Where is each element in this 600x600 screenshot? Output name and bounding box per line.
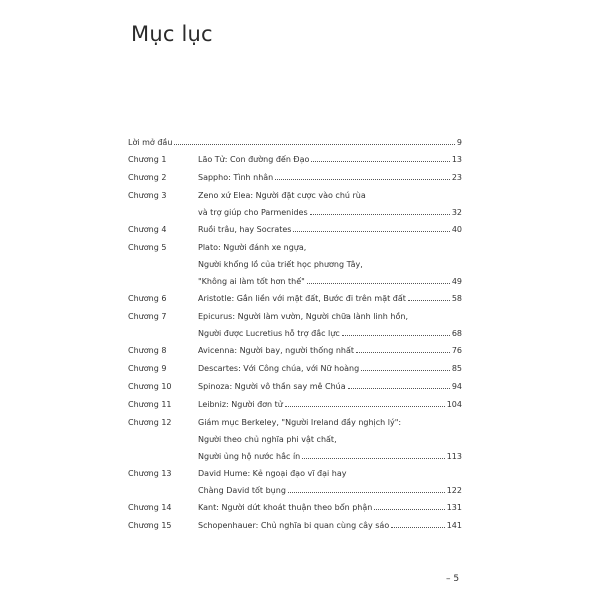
dot-leader — [356, 352, 450, 353]
entry-body — [198, 290, 462, 307]
entry-title-line: Leibniz: Người đơn tử — [198, 400, 283, 409]
dot-leader — [311, 161, 449, 162]
dot-leader — [285, 406, 445, 407]
toc-entry — [128, 308, 462, 342]
entry-title-line: Sappho: Tình nhân — [198, 173, 274, 182]
entry-page: 40 — [451, 225, 462, 234]
entry-title-line: Kant: Người dứt khoát thuận theo bổn phận — [198, 503, 373, 512]
entry-title-line: Người theo chủ nghĩa phi vật chất, — [198, 435, 337, 444]
toc-entry — [128, 465, 462, 499]
dot-leader — [307, 283, 450, 284]
entry-body — [198, 221, 462, 238]
page-number: – 5 — [446, 574, 460, 584]
entry-page: 131 — [446, 503, 462, 512]
chapter-label: Chương 13 — [128, 469, 172, 478]
entry-body — [198, 517, 462, 534]
dot-leader — [361, 370, 450, 371]
entry-title-line: David Hume: Kẻ ngoại đạo vĩ đại hay — [198, 469, 347, 478]
entry-body — [128, 134, 462, 151]
chapter-label: Chương 11 — [128, 400, 172, 409]
entry-title-line: Zeno xứ Elea: Người đặt cược vào chú rùa — [198, 191, 366, 200]
entry-page: 122 — [446, 486, 462, 495]
entry-body — [198, 151, 462, 168]
dot-leader — [288, 492, 445, 493]
entry-body — [198, 342, 462, 359]
toc-entry — [128, 187, 462, 221]
entry-title: Lời mở đầu — [128, 138, 173, 147]
chapter-label: Chương 12 — [128, 418, 172, 427]
entry-body — [198, 396, 462, 413]
chapter-label: Chương 5 — [128, 243, 167, 252]
entry-page: 113 — [446, 452, 462, 461]
entry-body — [198, 414, 462, 465]
entry-page: 141 — [446, 521, 462, 530]
entry-body — [198, 239, 462, 290]
dot-leader — [275, 179, 450, 180]
dot-leader — [391, 527, 444, 528]
entry-page: 49 — [451, 277, 462, 286]
chapter-list — [128, 151, 462, 535]
entry-page: 32 — [451, 208, 462, 217]
entry-page: 23 — [451, 173, 462, 182]
dot-leader — [342, 335, 450, 336]
entry-title-line: Descartes: Với Công chúa, với Nữ hoàng — [198, 364, 360, 373]
entry-page: 94 — [451, 382, 462, 391]
toc-entry — [128, 342, 462, 360]
entry-body — [198, 308, 462, 342]
entry-page: 58 — [451, 294, 462, 303]
entry-page: 104 — [446, 400, 462, 409]
dot-leader — [174, 144, 455, 145]
entry-title-line: Người ủng hộ nước hắc ín — [198, 452, 301, 461]
toc-entry-foreword — [128, 134, 462, 151]
toc-entry — [128, 499, 462, 517]
dot-leader — [408, 300, 450, 301]
entry-page: 13 — [451, 155, 462, 164]
entry-body — [198, 169, 462, 186]
chapter-label: Chương 4 — [128, 225, 167, 234]
dot-leader — [310, 214, 450, 215]
entry-title-line: Người khổng lồ của triết học phương Tây, — [198, 260, 363, 269]
entry-title-line: Giám mục Berkeley, "Người Ireland đầy nghịch lý": — [198, 418, 402, 427]
entry-title-line: Người được Lucretius hỗ trợ đắc lực — [198, 329, 340, 338]
entry-body — [198, 465, 462, 499]
entry-body — [198, 378, 462, 395]
entry-title-line: "Không ai làm tốt hơn thế" — [198, 277, 305, 286]
page-title: Mục lục — [131, 22, 213, 46]
entry-title-line: Schopenhauer: Chủ nghĩa bi quan cùng cây sáo — [198, 521, 390, 530]
toc-entry — [128, 414, 462, 465]
toc-entry — [128, 517, 462, 535]
entry-title-line: và trợ giúp cho Parmenides — [198, 208, 308, 217]
entry-body — [198, 360, 462, 377]
chapter-label: Chương 7 — [128, 312, 167, 321]
entry-title-line: Spinoza: Người vô thần say mê Chúa — [198, 382, 346, 391]
dot-leader — [348, 388, 450, 389]
chapter-label: Chương 1 — [128, 155, 167, 164]
entry-title-line: Ruồi trâu, hay Socrates — [198, 225, 292, 234]
chapter-label: Chương 6 — [128, 294, 167, 303]
entry-body — [198, 499, 462, 516]
entry-title-line: Aristotle: Gắn liền với mặt đất, Bước đi trên mặt đất — [198, 294, 406, 303]
dot-leader — [293, 231, 449, 232]
entry-body — [198, 187, 462, 221]
entry-page: 68 — [451, 329, 462, 338]
chapter-label: Chương 3 — [128, 191, 167, 200]
chapter-label: Chương 2 — [128, 173, 167, 182]
chapter-label: Chương 9 — [128, 364, 167, 373]
entry-page: 85 — [451, 364, 462, 373]
entry-title-line: Epicurus: Người làm vườn, Người chữa lành linh hồn, — [198, 312, 408, 321]
table-of-contents — [128, 134, 462, 535]
dot-leader — [302, 458, 444, 459]
entry-page: 9 — [456, 138, 462, 147]
chapter-label: Chương 8 — [128, 346, 167, 355]
toc-entry — [128, 378, 462, 396]
entry-page: 76 — [451, 346, 462, 355]
entry-title-line: Chàng David tốt bụng — [198, 486, 286, 495]
entry-title-line: Lão Tử: Con đường đến Đạo — [198, 155, 310, 164]
toc-entry — [128, 290, 462, 308]
chapter-label: Chương 10 — [128, 382, 172, 391]
chapter-label: Chương 15 — [128, 521, 172, 530]
toc-entry — [128, 169, 462, 187]
toc-entry — [128, 239, 462, 290]
toc-entry — [128, 360, 462, 378]
dot-leader — [374, 509, 444, 510]
entry-title-line: Plato: Người đánh xe ngựa, — [198, 243, 307, 252]
toc-entry — [128, 396, 462, 414]
toc-entry — [128, 221, 462, 239]
toc-entry — [128, 151, 462, 169]
chapter-label: Chương 14 — [128, 503, 172, 512]
entry-title-line: Avicenna: Người bay, người thống nhất — [198, 346, 355, 355]
